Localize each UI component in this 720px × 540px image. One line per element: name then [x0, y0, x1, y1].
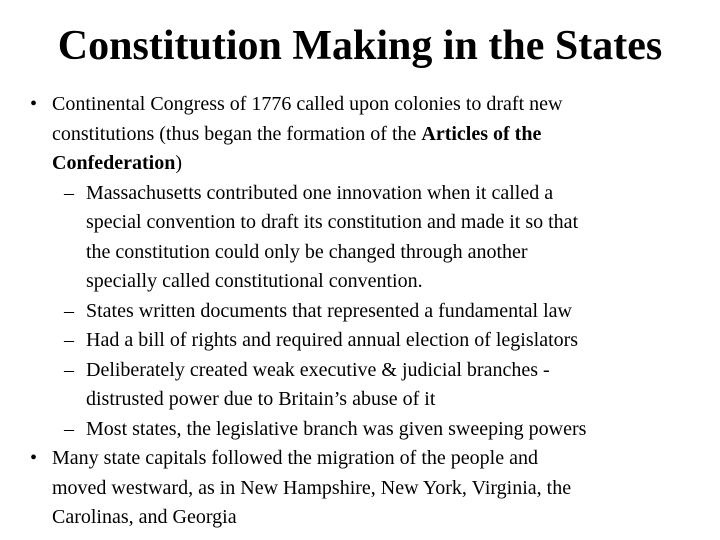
subbullet-massachusetts [0, 179, 720, 297]
bullet-text-line [52, 149, 720, 179]
bullet-text-line: Many state capitals followed the migration of the people and [52, 447, 538, 469]
bullet-marker: • [30, 447, 38, 469]
subbullet-written-documents [0, 297, 720, 327]
bold-term: Confederation [52, 152, 176, 174]
bold-term: Articles of the [421, 122, 542, 145]
dash-marker: – [64, 417, 74, 440]
subbullet-legislative-powers [0, 415, 720, 445]
dash-marker: – [64, 358, 74, 381]
subbullet-text-line: distrusted power due to Britain’s abuse of it [86, 388, 436, 410]
bullet-state-capitals [0, 444, 720, 533]
subbullet-text-line: Had a bill of rights and required annual election of legislators [86, 329, 579, 351]
bullet-text-line: Continental Congress of 1776 called upon colonies to draft new [52, 93, 563, 115]
dash-marker: – [64, 329, 74, 351]
bullet-text-segment: constitutions (thus began the formation of the [52, 122, 422, 145]
subbullet-bill-of-rights [0, 326, 720, 356]
dash-marker: – [64, 299, 74, 322]
subbullet-weak-branches [0, 356, 720, 415]
subbullet-text-line: Massachusetts contributed one innovation when it called a [86, 181, 554, 204]
bullet-text-line: moved westward, as in New Hampshire, New York, Virginia, the [52, 476, 572, 499]
subbullet-text-line: the constitution could only be changed through another [86, 240, 528, 263]
bullet-marker: • [30, 93, 38, 115]
subbullet-text-line: States written documents that represented a fundamental law [86, 299, 572, 322]
bullet-text-line: Carolinas, and Georgia [52, 506, 237, 528]
slide-body [0, 90, 720, 533]
subbullet-text-line: specially called constitutional convention. [86, 270, 423, 292]
slide-title: Constitution Making in the States [57, 23, 663, 69]
bullet-text-line [52, 120, 720, 150]
subbullet-text-line: special convention to draft its constitution and made it so that [86, 211, 579, 233]
bullet-text-segment: ) [175, 152, 182, 174]
subbullet-text-line: Deliberately created weak executive & judicial branches - [86, 358, 550, 381]
subbullet-text-line: Most states, the legislative branch was given sweeping powers [86, 417, 587, 440]
bullet-continental-congress [0, 90, 720, 179]
dash-marker: – [64, 181, 74, 204]
